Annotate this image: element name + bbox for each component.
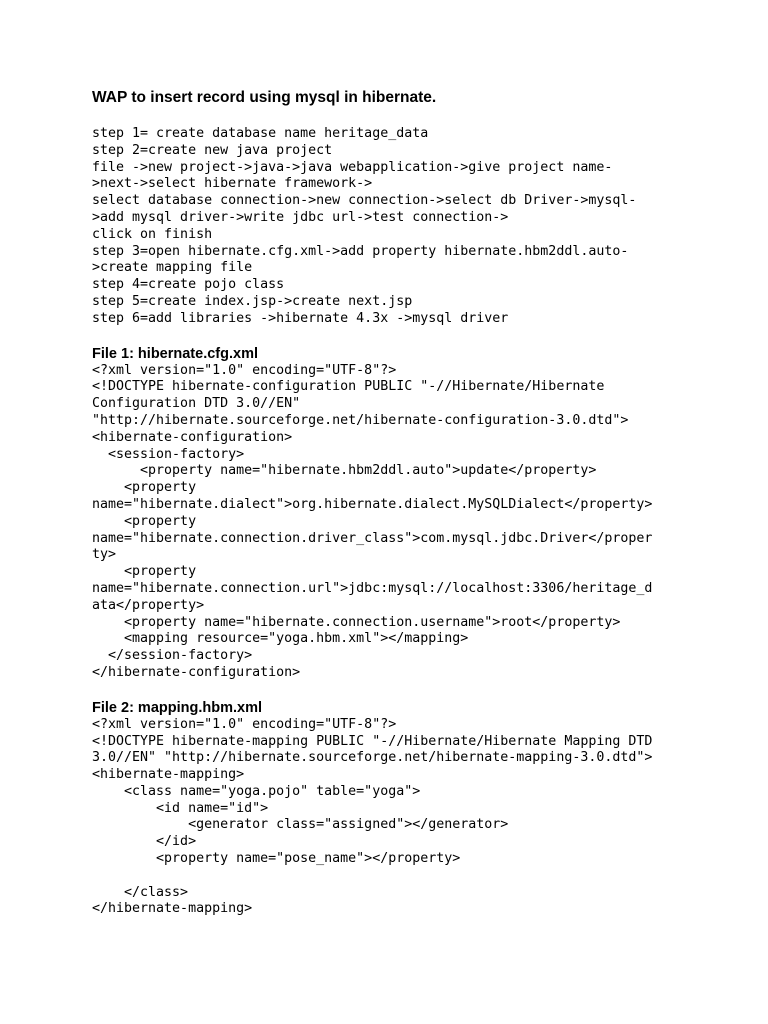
code-line: <class name="yoga.pojo" table="yoga">: [92, 783, 421, 799]
code-line: <generator class="assigned"></generator>: [92, 817, 509, 833]
code-line: name="hibernate.connection.url">jdbc:mysql://localhost:3306/heritage_d: [92, 580, 653, 596]
code-line: name="hibernate.dialect">org.hibernate.dialect.MySQLDialect</property>: [92, 496, 653, 512]
step-line: step 6=add libraries ->hibernate 4.3x ->mysql driver: [92, 310, 509, 326]
code-line: <!DOCTYPE hibernate-configuration PUBLIC "-//Hibernate/Hibernate: [92, 379, 605, 395]
code-line: <property name="hibernate.hbm2ddl.auto">update</property>: [92, 463, 597, 479]
step-line: >next->select hibernate framework->: [92, 176, 373, 192]
code-line: </session-factory>: [92, 648, 253, 664]
code-line: ty>: [92, 547, 117, 563]
step-line: step 4=create pojo class: [92, 277, 285, 293]
code-line: <id name="id">: [92, 800, 269, 816]
step-line: step 2=create new java project: [92, 142, 333, 158]
code-line: <property name="hibernate.connection.username">root</property>: [92, 614, 621, 630]
code-line: <property: [92, 564, 197, 580]
code-line: </hibernate-configuration>: [92, 664, 301, 680]
file2-code-block: [92, 717, 732, 919]
code-line: </id>: [92, 834, 197, 850]
step-line: >add mysql driver->write jdbc url->test connection->: [92, 209, 509, 225]
spacer: [92, 328, 732, 346]
step-line: step 5=create index.jsp->create next.jsp: [92, 293, 413, 309]
document-page: [92, 88, 732, 918]
code-line: <hibernate-configuration>: [92, 429, 293, 445]
code-line: <mapping resource="yoga.hbm.xml"></mapping>: [92, 631, 469, 647]
code-line: </hibernate-mapping>: [92, 901, 253, 917]
file1-code-block: [92, 363, 732, 682]
step-line: click on finish: [92, 226, 213, 242]
code-line: "http://hibernate.sourceforge.net/hibernate-configuration-3.0.dtd">: [92, 412, 629, 428]
step-line: step 3=open hibernate.cfg.xml->add property hibernate.hbm2ddl.auto-: [92, 243, 629, 259]
spacer: [92, 682, 732, 700]
code-line: <?xml version="1.0" encoding="UTF-8"?>: [92, 716, 397, 732]
code-line: <!DOCTYPE hibernate-mapping PUBLIC "-//Hibernate/Hibernate Mapping DTD: [92, 733, 653, 749]
code-line: <session-factory>: [92, 446, 245, 462]
code-line: 3.0//EN" "http://hibernate.sourceforge.net/hibernate-mapping-3.0.dtd">: [92, 750, 653, 766]
step-line: step 1= create database name heritage_data: [92, 126, 429, 141]
code-line: <property name="pose_name"></property>: [92, 851, 461, 867]
code-line: </class>: [92, 884, 189, 900]
code-line: <?xml version="1.0" encoding="UTF-8"?>: [92, 362, 397, 378]
step-line: select database connection->new connection->select db Driver->mysql-: [92, 193, 637, 209]
steps-block: [92, 126, 732, 328]
document-title: WAP to insert record using mysql in hibernate.: [92, 89, 437, 106]
code-line: ata</property>: [92, 597, 205, 613]
file1-heading: File 1: hibernate.cfg.xml: [92, 345, 258, 362]
code-line: name="hibernate.connection.driver_class">com.mysql.jdbc.Driver</proper: [92, 530, 653, 546]
code-line: <property: [92, 513, 197, 529]
step-line: >create mapping file: [92, 260, 253, 276]
code-line: Configuration DTD 3.0//EN": [92, 396, 301, 412]
file2-heading: File 2: mapping.hbm.xml: [92, 699, 262, 716]
code-line: <hibernate-mapping>: [92, 767, 245, 783]
code-line: [92, 868, 732, 885]
step-line: file ->new project->java->java webapplication->give project name-: [92, 159, 613, 175]
code-line: <property: [92, 480, 197, 496]
